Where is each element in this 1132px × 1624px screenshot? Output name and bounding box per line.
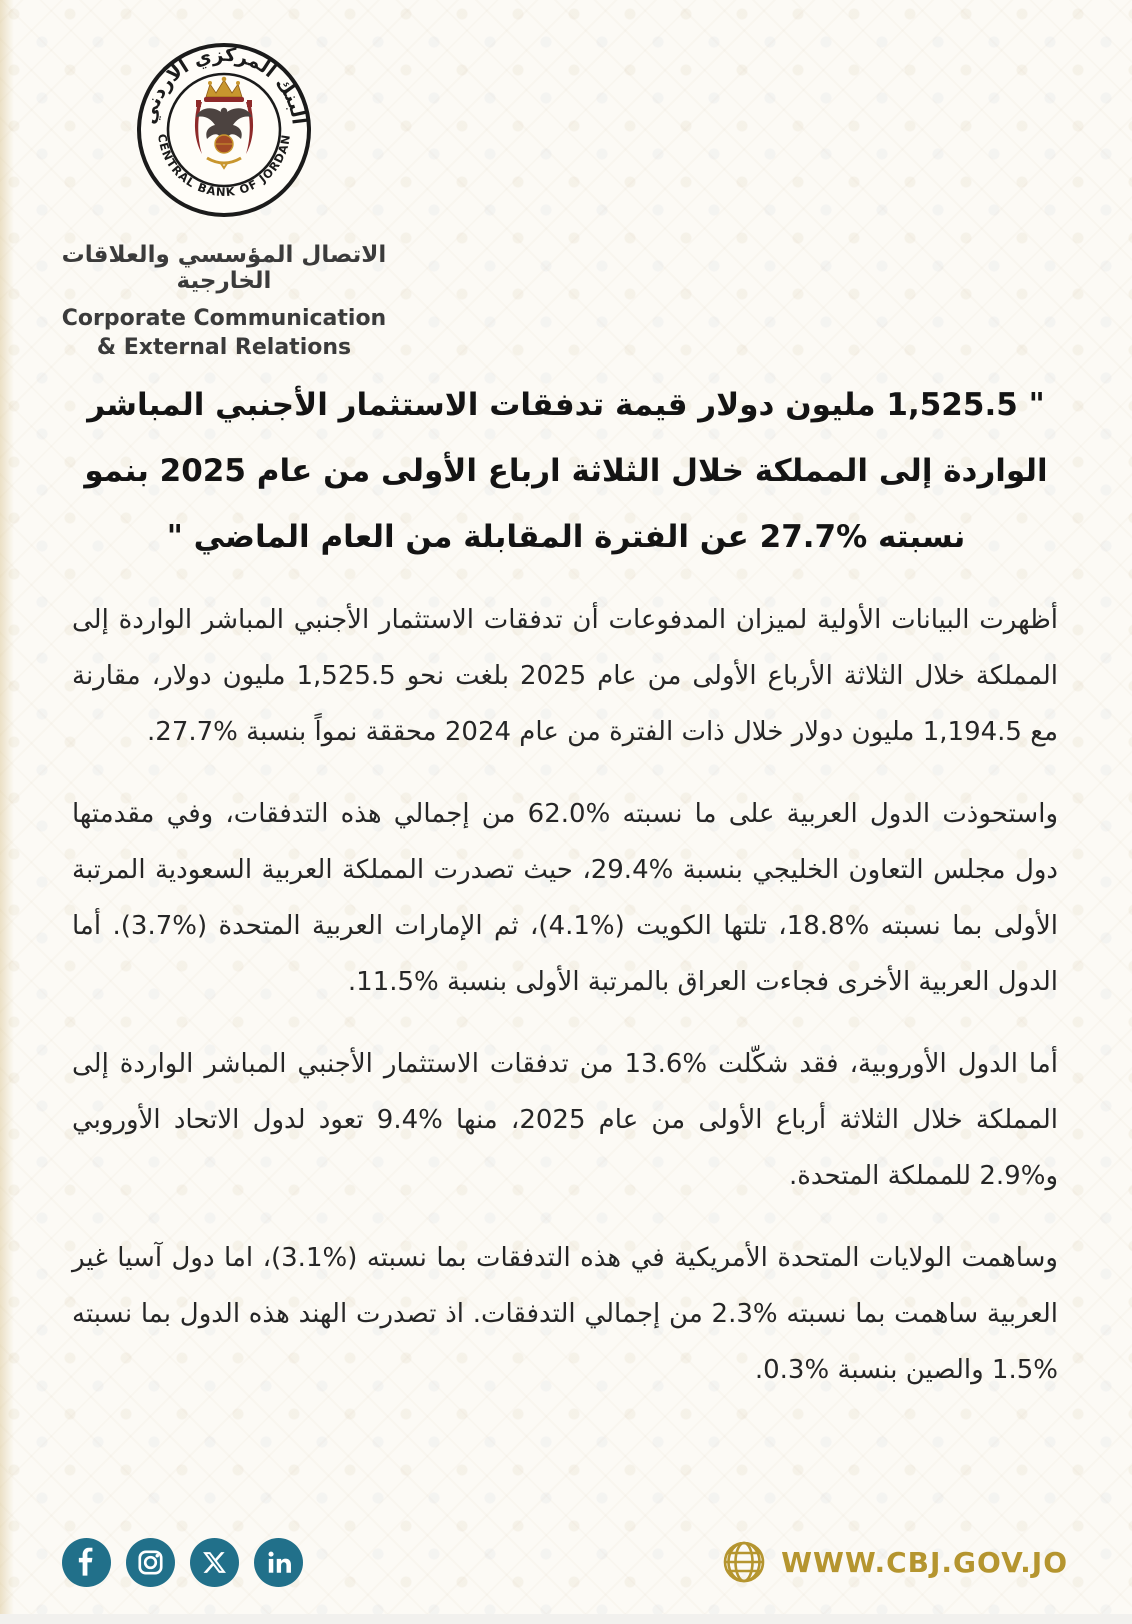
title-line-1: " 1,525.5 مليون دولار قيمة تدفقات الاستثمار الأجنبي المباشر	[87, 387, 1045, 423]
footer	[62, 1536, 1068, 1588]
website-url: WWW.CBJ.GOV.JO	[781, 1545, 1068, 1579]
department-name-english-line2: & External Relations	[96, 335, 352, 360]
paragraph-fdi-total: أظهرت البيانات الأولية لميزان المدفوعات أن تدفقات الاستثمار الأجنبي المباشر الواردة إلى المملكة خلال الثلاثة الأرباع الأولى من عام 2025 بلغت نحو 1,525.5 مليون دولار، مقارنة مع 1,194.5 مليون دولار خلال ذات الفترة من عام 2024 محققة نمواً بنسبة %27.7.	[72, 605, 1058, 747]
department-name-english-line1: Corporate Communication	[61, 306, 387, 331]
header	[52, 40, 396, 362]
paragraph-arab-countries: واستحوذت الدول العربية على ما نسبته %62.0 من إجمالي هذه التدفقات، وفي مقدمتها دول مجلس التعاون الخليجي بنسبة %29.4، حيث تصدرت المملكة العربية السعودية المرتبة الأولى بما نسبته %18.8، تلتها الكويت (%4.1)، ثم الإمارات العربية المتحدة (%3.7). أما الدول العربية الأخرى فجاءت العراق بالمرتبة الأولى بنسبة %11.5.	[72, 799, 1058, 997]
globe-icon	[720, 1538, 768, 1586]
instagram-icon[interactable]	[126, 1538, 175, 1587]
department-name-english	[52, 304, 396, 362]
central-bank-of-jordan-logo	[134, 40, 314, 220]
paragraph-european-countries: أما الدول الأوروبية، فقد شكّلت %13.6 من تدفقات الاستثمار الأجنبي المباشر الواردة إلى المملكة خلال الثلاثة أرباع الأولى من عام 2025، منها %9.4 تعود لدول الاتحاد الأوروبي و%2.9 للمملكة المتحدة.	[72, 1049, 1059, 1191]
x-twitter-icon[interactable]	[190, 1538, 239, 1587]
website-link[interactable]	[720, 1538, 1068, 1586]
paragraph-usa-asia: وساهمت الولايات المتحدة الأمريكية في هذه التدفقات بما نسبته (%3.1)، اما دول آسيا غير العربية ساهمت بما نسبته %2.3 من إجمالي التدفقات. اذ تصدرت الهند هذه الدول بما نسبته %1.5 والصين بنسبة %0.3.	[72, 1243, 1058, 1385]
logo-ring-text-arabic: البنك المركزي الأردني	[137, 43, 310, 127]
press-release-body	[72, 592, 1058, 1424]
logo-ring-text-english: CENTRAL BANK OF JORDAN	[155, 132, 294, 200]
facebook-icon[interactable]	[62, 1538, 111, 1587]
title-line-2: الواردة إلى المملكة خلال الثلاثة ارباع الأولى من عام 2025 بنمو	[84, 453, 1048, 489]
press-release-title	[60, 372, 1072, 570]
linkedin-icon[interactable]	[254, 1538, 303, 1587]
social-media-links	[62, 1538, 303, 1587]
department-name-arabic: الاتصال المؤسسي والعلاقات الخارجية	[61, 242, 387, 294]
title-line-3: نسبته %27.7 عن الفترة المقابلة من العام الماضي "	[166, 519, 966, 555]
